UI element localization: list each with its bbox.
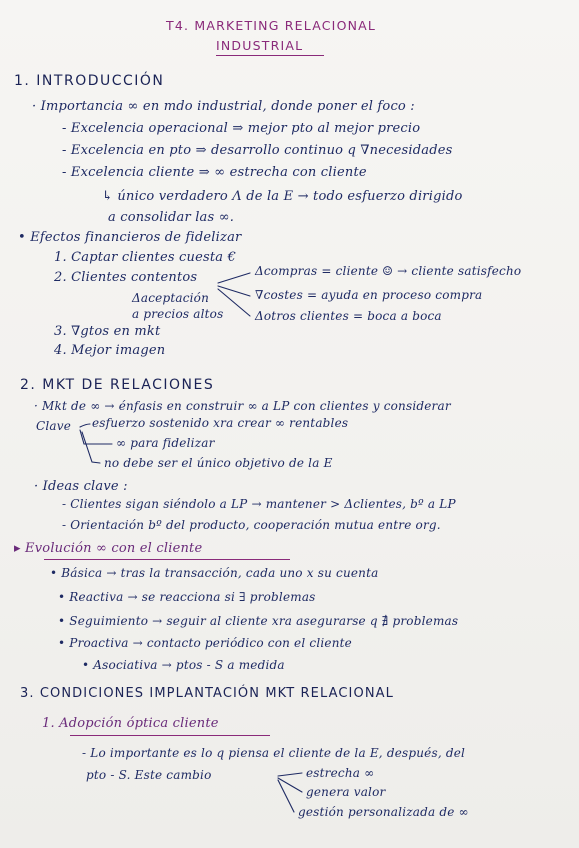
s2-idea2: - Orientación bº del producto, cooperación mutua entre org. (62, 518, 441, 532)
s2-evo-proactiva: • Proactiva → contacto periódico con el cliente (58, 636, 352, 650)
s2-evo-asociativa: • Asociativa → ptos - S a medida (82, 658, 285, 672)
branch-arrow-otros (218, 289, 250, 316)
s2-def-branch-c: no debe ser el único objetivo de la E (104, 456, 333, 470)
clave-branch-a (80, 424, 90, 427)
s1-item-operacional: - Excelencia operacional ⇒ mejor pto al mejor precio (62, 121, 421, 136)
s2-evo-seguimiento: • Seguimiento → seguir al cliente xra asegurarse q ∄ problemas (58, 614, 459, 628)
s1-note-line2: a consolidar las ∞. (108, 210, 235, 225)
s3-subheading: 1. Adopción óptica cliente (42, 716, 219, 731)
s2-evo-basica: • Básica → tras la transacción, cada uno x su cuenta (50, 566, 379, 580)
s1-effect2-left2: a precios altos (132, 307, 224, 321)
s2-def-branch-a: esfuerzo sostenido xra crear ∞ rentables (92, 416, 349, 430)
s1-effect4: 4. Mejor imagen (54, 343, 166, 358)
s1-effect2-result2: ∇costes = ayuda en proceso compra (255, 288, 483, 302)
s1-bullet1: · Importancia ∞ en mdo industrial, donde poner el foco : (32, 99, 415, 114)
s1-item-pto: - Excelencia en pto ⇒ desarrollo continuo q ∇necesidades (62, 143, 453, 158)
s1-effect2-result1: Δcompras = cliente ☺ → cliente satisfecho (255, 264, 522, 278)
clave-branch-c (82, 432, 100, 463)
s3-result-estrecha: estrecha ∞ (306, 766, 375, 780)
s2-definition-line1: · Mkt de ∞ → énfasis en construir ∞ a LP con clientes y considerar (34, 399, 451, 413)
s3-paragraph-line1: - Lo importante es lo q piensa el cliente de la E, después, del (82, 746, 466, 760)
s3-branch-gestion (278, 780, 294, 812)
s1-effect2: 2. Clientes contentos (54, 270, 198, 285)
s3-paragraph-line2: pto - S. Este cambio (86, 768, 212, 782)
s1-effect1: 1. Captar clientes cuesta € (54, 250, 237, 265)
s1-bullet2: • Efectos financieros de fidelizar (18, 230, 242, 245)
s3-branch-estrecha (278, 773, 302, 776)
section2-heading: 2. MKT DE RELACIONES (20, 377, 215, 393)
branch-arrow-compras (218, 273, 250, 283)
s3-branch-valor (278, 778, 302, 792)
s2-def-branch-b: ∞ para fidelizar (116, 436, 215, 450)
s2-evo-reactiva: • Reactiva → se reacciona si ∃ problemas (58, 590, 316, 604)
s2-evolution-heading: ▸ Evolución ∞ con el cliente (14, 541, 203, 556)
section1-heading: 1. INTRODUCCIÓN (14, 73, 165, 89)
title-line1: T4. MARKETING RELACIONAL (166, 18, 377, 33)
s1-item-cliente: - Excelencia cliente ⇒ ∞ estrecha con cliente (62, 165, 367, 180)
s1-effect2-result3: Δotros clientes = boca a boca (255, 309, 442, 323)
s1-note-line1: ↳ único verdadero Λ de la E → todo esfuerzo dirigido (102, 189, 463, 204)
s3-result-gestion: gestión personalizada de ∞ (298, 805, 469, 819)
branch-arrow-costes (218, 286, 250, 296)
section3-heading: 3. CONDICIONES IMPLANTACIÓN MKT RELACIONAL (20, 686, 394, 701)
s1-effect2-left1: Δaceptación (132, 291, 210, 305)
title-line2: INDUSTRIAL (216, 38, 304, 53)
s1-effect3: 3. ∇gtos en mkt (54, 324, 161, 339)
s2-ideas-heading: · Ideas clave : (34, 479, 128, 494)
s2-definition-clave: Clave (36, 419, 72, 433)
s2-idea1: - Clientes sigan siéndolo a LP → mantener > Δclientes, bº a LP (62, 497, 456, 511)
s3-result-valor: genera valor (306, 785, 386, 799)
